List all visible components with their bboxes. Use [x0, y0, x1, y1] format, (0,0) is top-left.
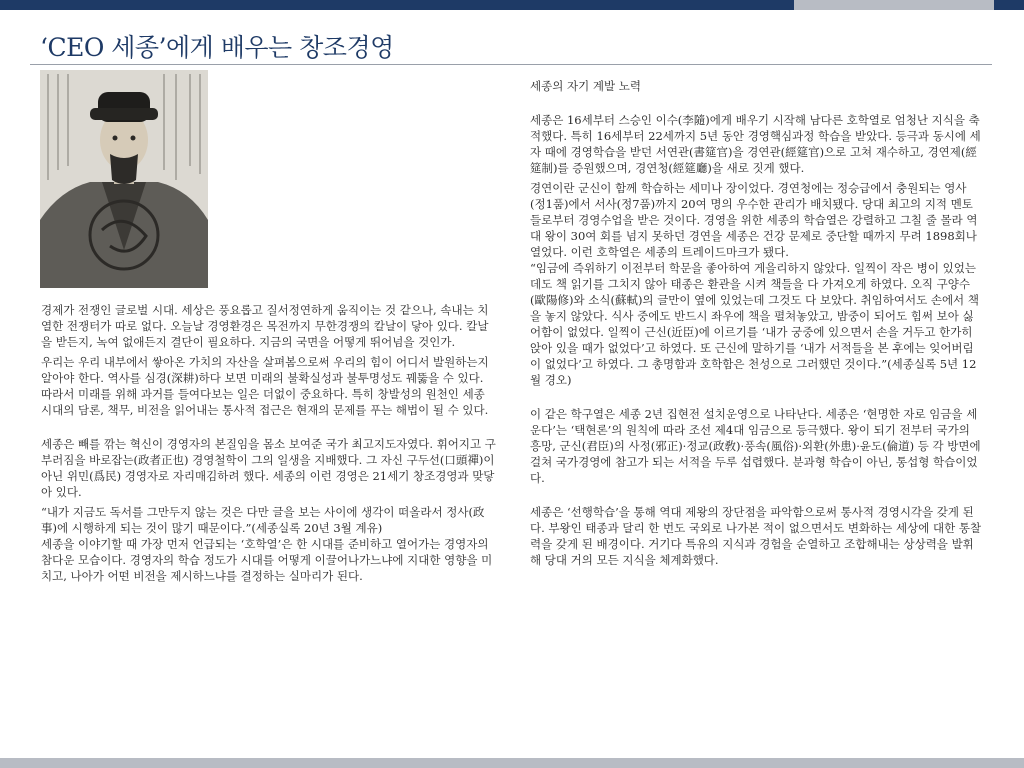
page-title: ‘CEO 세종’에게 배우는 창조경영 [40, 33, 394, 62]
bottom-accent-bar [0, 758, 1024, 768]
paragraph-intro: 경제가 전쟁인 글로벌 시대. 세상은 풍요롭고 질서정연하게 움직이는 것 같으나, 속내는 치열한 전쟁터가 따로 없다. 오늘날 경영환경은 목전까지 무한경쟁의 칼날이 닿아 있다. 칼날을 받든지, 녹여 없애든지 결단이 필요하다. 지금의 국면을 어떻게 뛰어넘을 것인가. [41, 303, 489, 349]
paragraph-gyeongyeon: 경연이란 군신이 함께 학습하는 세미나 장이었다. 경연청에는 정승급에서 충원되는 영사(정1품)에서 서사(정7품)까지 20여 명의 우수한 관리가 배치됐다. 당대 최고의 지적 멘토들로부터 경영수업을 받은 것이다. 경영을 위한 세종의 학습열은 강렬하고 그칠 줄 몰라 역대 왕이 30여 회를 넘지 못하던 경연을 세종은 건강 문제로 중단할 때까지 무려 1898회나 열었다. 이런 호학열은 세종의 트레이드마크가 됐다. [530, 181, 978, 259]
paragraph-heritage: 우리는 우리 내부에서 쌓아온 가치의 자산을 살펴봄으로써 우리의 힘이 어디서 발원하는지 알아야 한다. 역사를 심경(深耕)하다 보면 미래의 불확실성과 불투명성도 꿰뚫을 수 있다. 따라서 미래를 위해 과거를 들여다보는 일은 더없이 중요하다. 특히 창발성의 원천인 세종 시대의 담론, 책무, 비전을 읽어내는 통사적 접근은 현재의 문제를 푸는 해법이 될 수 있다. [41, 355, 489, 417]
left-column [41, 302, 496, 584]
paragraph-prior-learning: 세종은 ‘선행학습’을 통해 역대 제왕의 장단점을 파악함으로써 통사적 경영시각을 갖게 된다. 부왕인 태종과 달리 한 번도 국외로 나가본 적이 없으면서도 변화하는 세상에 대한 통찰력을 갖게 된 배경이다. 거기다 특유의 지식과 경험을 순열하고 조합해내는 상상력을 발휘해 당대 거의 모든 지식을 체계화했다. [530, 505, 982, 567]
title-divider [30, 64, 992, 65]
top-accent-bar-end [994, 0, 1024, 10]
top-accent-bar [0, 0, 794, 10]
paragraph-study: 세종은 16세부터 스승인 이수(李隨)에게 배우기 시작해 남다른 호학열로 엄청난 지식을 축적했다. 특히 16세부터 22세까지 5년 동안 경영핵심과정 학습을 받았다. 등극과 동시에 세자 때에 경영학습을 받던 서연관(書筵官)을 경연관(經筵官)으로 고쳐 재수하고, 경연제(經筵制)를 증원했으며, 경연청(經筵廳)을 새로 짓게 했다. [530, 113, 981, 175]
king-sejong-portrait [40, 70, 208, 288]
section-heading: 세종의 자기 계발 노력 [530, 79, 641, 93]
paragraph-innovation: 세종은 빼를 깎는 혁신이 경영자의 본질임을 몸소 보여준 국가 최고지도자였다. 휘어지고 구부러짐을 바로잡는(政者正也) 경영철학이 그의 일생을 지배했다. 그 자신 구두선(口頭禪)이 아닌 위민(爲民) 경영자로 자리매김하려 했다. 세종의 이런 경영은 21세기 창조경영과 맞닿아 있다. [41, 437, 496, 499]
right-column [530, 78, 982, 568]
top-accent-bar-light [794, 0, 994, 10]
quote-reading: “내가 지금도 독서를 그만두지 않는 것은 다만 글을 보는 사이에 생각이 떠올라서 정사(政事)에 시행하게 되는 것이 많기 때문이다.”(세종실록 20년 3월 계유) [41, 505, 485, 535]
paragraph-learning: 세종을 이야기할 때 가장 먼저 언급되는 ‘호학열’은 한 시대를 준비하고 열어가는 경영자의 참다운 모습이다. 경영자의 학습 정도가 시대를 어떻게 이끌어나가느냐에 지대한 영향을 미치고, 나아가 어떤 비전을 제시하느냐를 결정하는 실마리가 된다. [41, 537, 493, 583]
quote-annals: “임금에 즉위하기 이전부터 학문을 좋아하여 게을리하지 않았다. 일찍이 작은 병이 있었는데도 책 읽기를 그치지 않아 태종은 환관을 시켜 책들을 다 가져오게 하였다. 오직 구양수(歐陽修)와 소식(蘇軾)의 글만이 옆에 있었는데 그것도 다 보았다. 취임하여서도 손에서 책을 놓지 않았다. 식사 중에도 반드시 좌우에 책을 펼쳐놓았고, 밤중이 되어도 힘써 보아 싫어함이 없었다. 일찍이 근신(近臣)에 이르기를 ‘내가 궁중에 있으면서 손을 거두고 한가히 앉아 있을 때가 없었다’고 하였다. 또 근신에 말하기를 ‘내가 서적들을 본 후에는 잊어버림이 없었다’고 하였다. 그 총명함과 호학함은 천성으로 그러했던 것이다.”(세종실록 5년 12월 경오) [530, 261, 979, 387]
paragraph-jiphyeonjeon: 이 같은 학구열은 세종 2년 집현전 설치운영으로 나타난다. 세종은 ‘현명한 자로 임금을 세운다’는 ‘택현론’의 원칙에 따라 조선 제4대 임금으로 등극했다. 왕이 되기 전부터 국가의 흥망, 군신(君臣)의 사정(邪正)·정교(政敎)·풍속(風俗)·외환(外患)·윤도(倫道) 등 각 방면에 걸쳐 국가경영에 참고가 되는 서적을 두루 섭렵했다. 분과형 학습이 아닌, 통섭형 학습이었다. [530, 407, 981, 485]
